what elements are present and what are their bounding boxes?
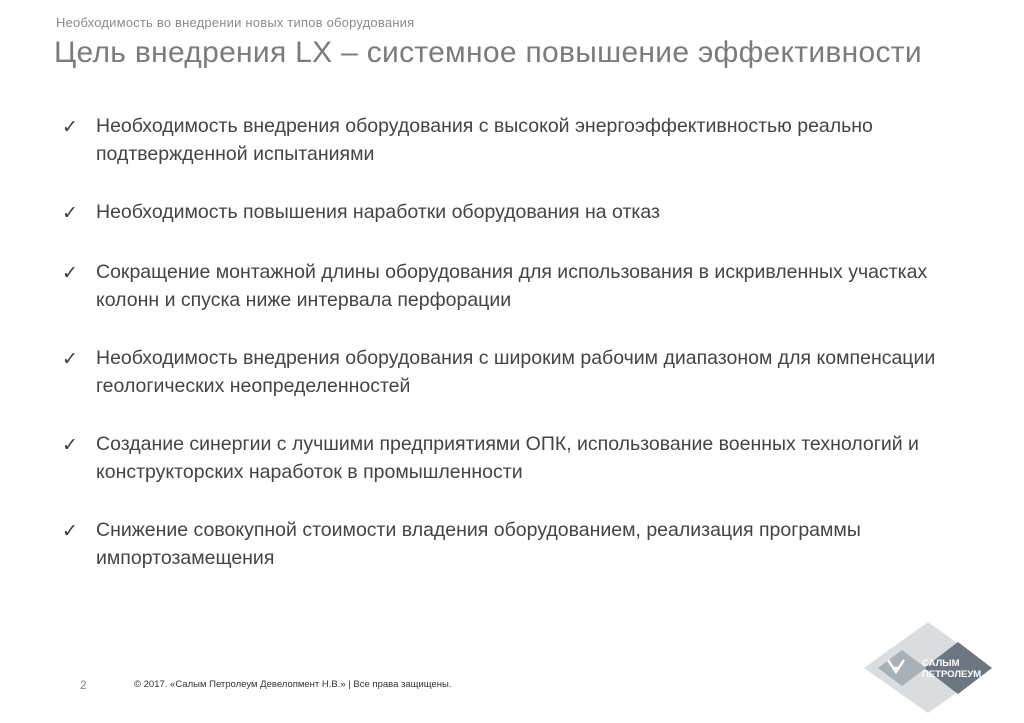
logo-text-line1: САЛЫМ — [922, 658, 960, 669]
bullet-item — [62, 198, 992, 228]
bullet-text: Создание синергии с лучшими предприятиями ОПК, использование военных технологий и конструкторских наработок в промышленности — [96, 433, 919, 483]
bullet-text: Сокращение монтажной длины оборудования для использования в искривленных участках колонн и спуска ниже интервала перфорации — [96, 261, 928, 311]
slide-title: Цель внедрения LX – системное повышение эффективности — [54, 36, 922, 69]
bullet-item — [62, 112, 992, 168]
section-kicker: Необходимость во внедрении новых типов оборудования — [56, 15, 415, 30]
checkmark-icon: ✓ — [62, 434, 78, 456]
bullet-item — [62, 516, 992, 572]
bullet-text: Необходимость внедрения оборудования с широким рабочим диапазоном для компенсации геологических неопределенностей — [96, 347, 936, 397]
bullet-text: Необходимость повышения наработки оборудования на отказ — [96, 201, 660, 223]
checkmark-icon: ✓ — [62, 520, 78, 542]
bullet-item — [62, 258, 992, 314]
company-logo — [862, 620, 994, 715]
logo-text-line2: ПЕТРОЛЕУМ — [922, 669, 982, 680]
bullet-item — [62, 344, 992, 400]
bullet-list — [62, 112, 992, 602]
checkmark-icon: ✓ — [62, 116, 78, 138]
checkmark-icon: ✓ — [62, 202, 78, 224]
bullet-item — [62, 430, 992, 486]
page-number: 2 — [80, 678, 87, 692]
checkmark-icon: ✓ — [62, 348, 78, 370]
copyright-notice: © 2017. «Салым Петролеум Девелопмент Н.В.» | Все права защищены. — [134, 679, 452, 690]
bullet-text: Необходимость внедрения оборудования с высокой энергоэффективностью реально подтвержденной испытаниями — [96, 115, 873, 165]
bullet-text: Снижение совокупной стоимости владения оборудованием, реализация программы импортозамещения — [96, 519, 861, 569]
checkmark-icon: ✓ — [62, 262, 78, 284]
